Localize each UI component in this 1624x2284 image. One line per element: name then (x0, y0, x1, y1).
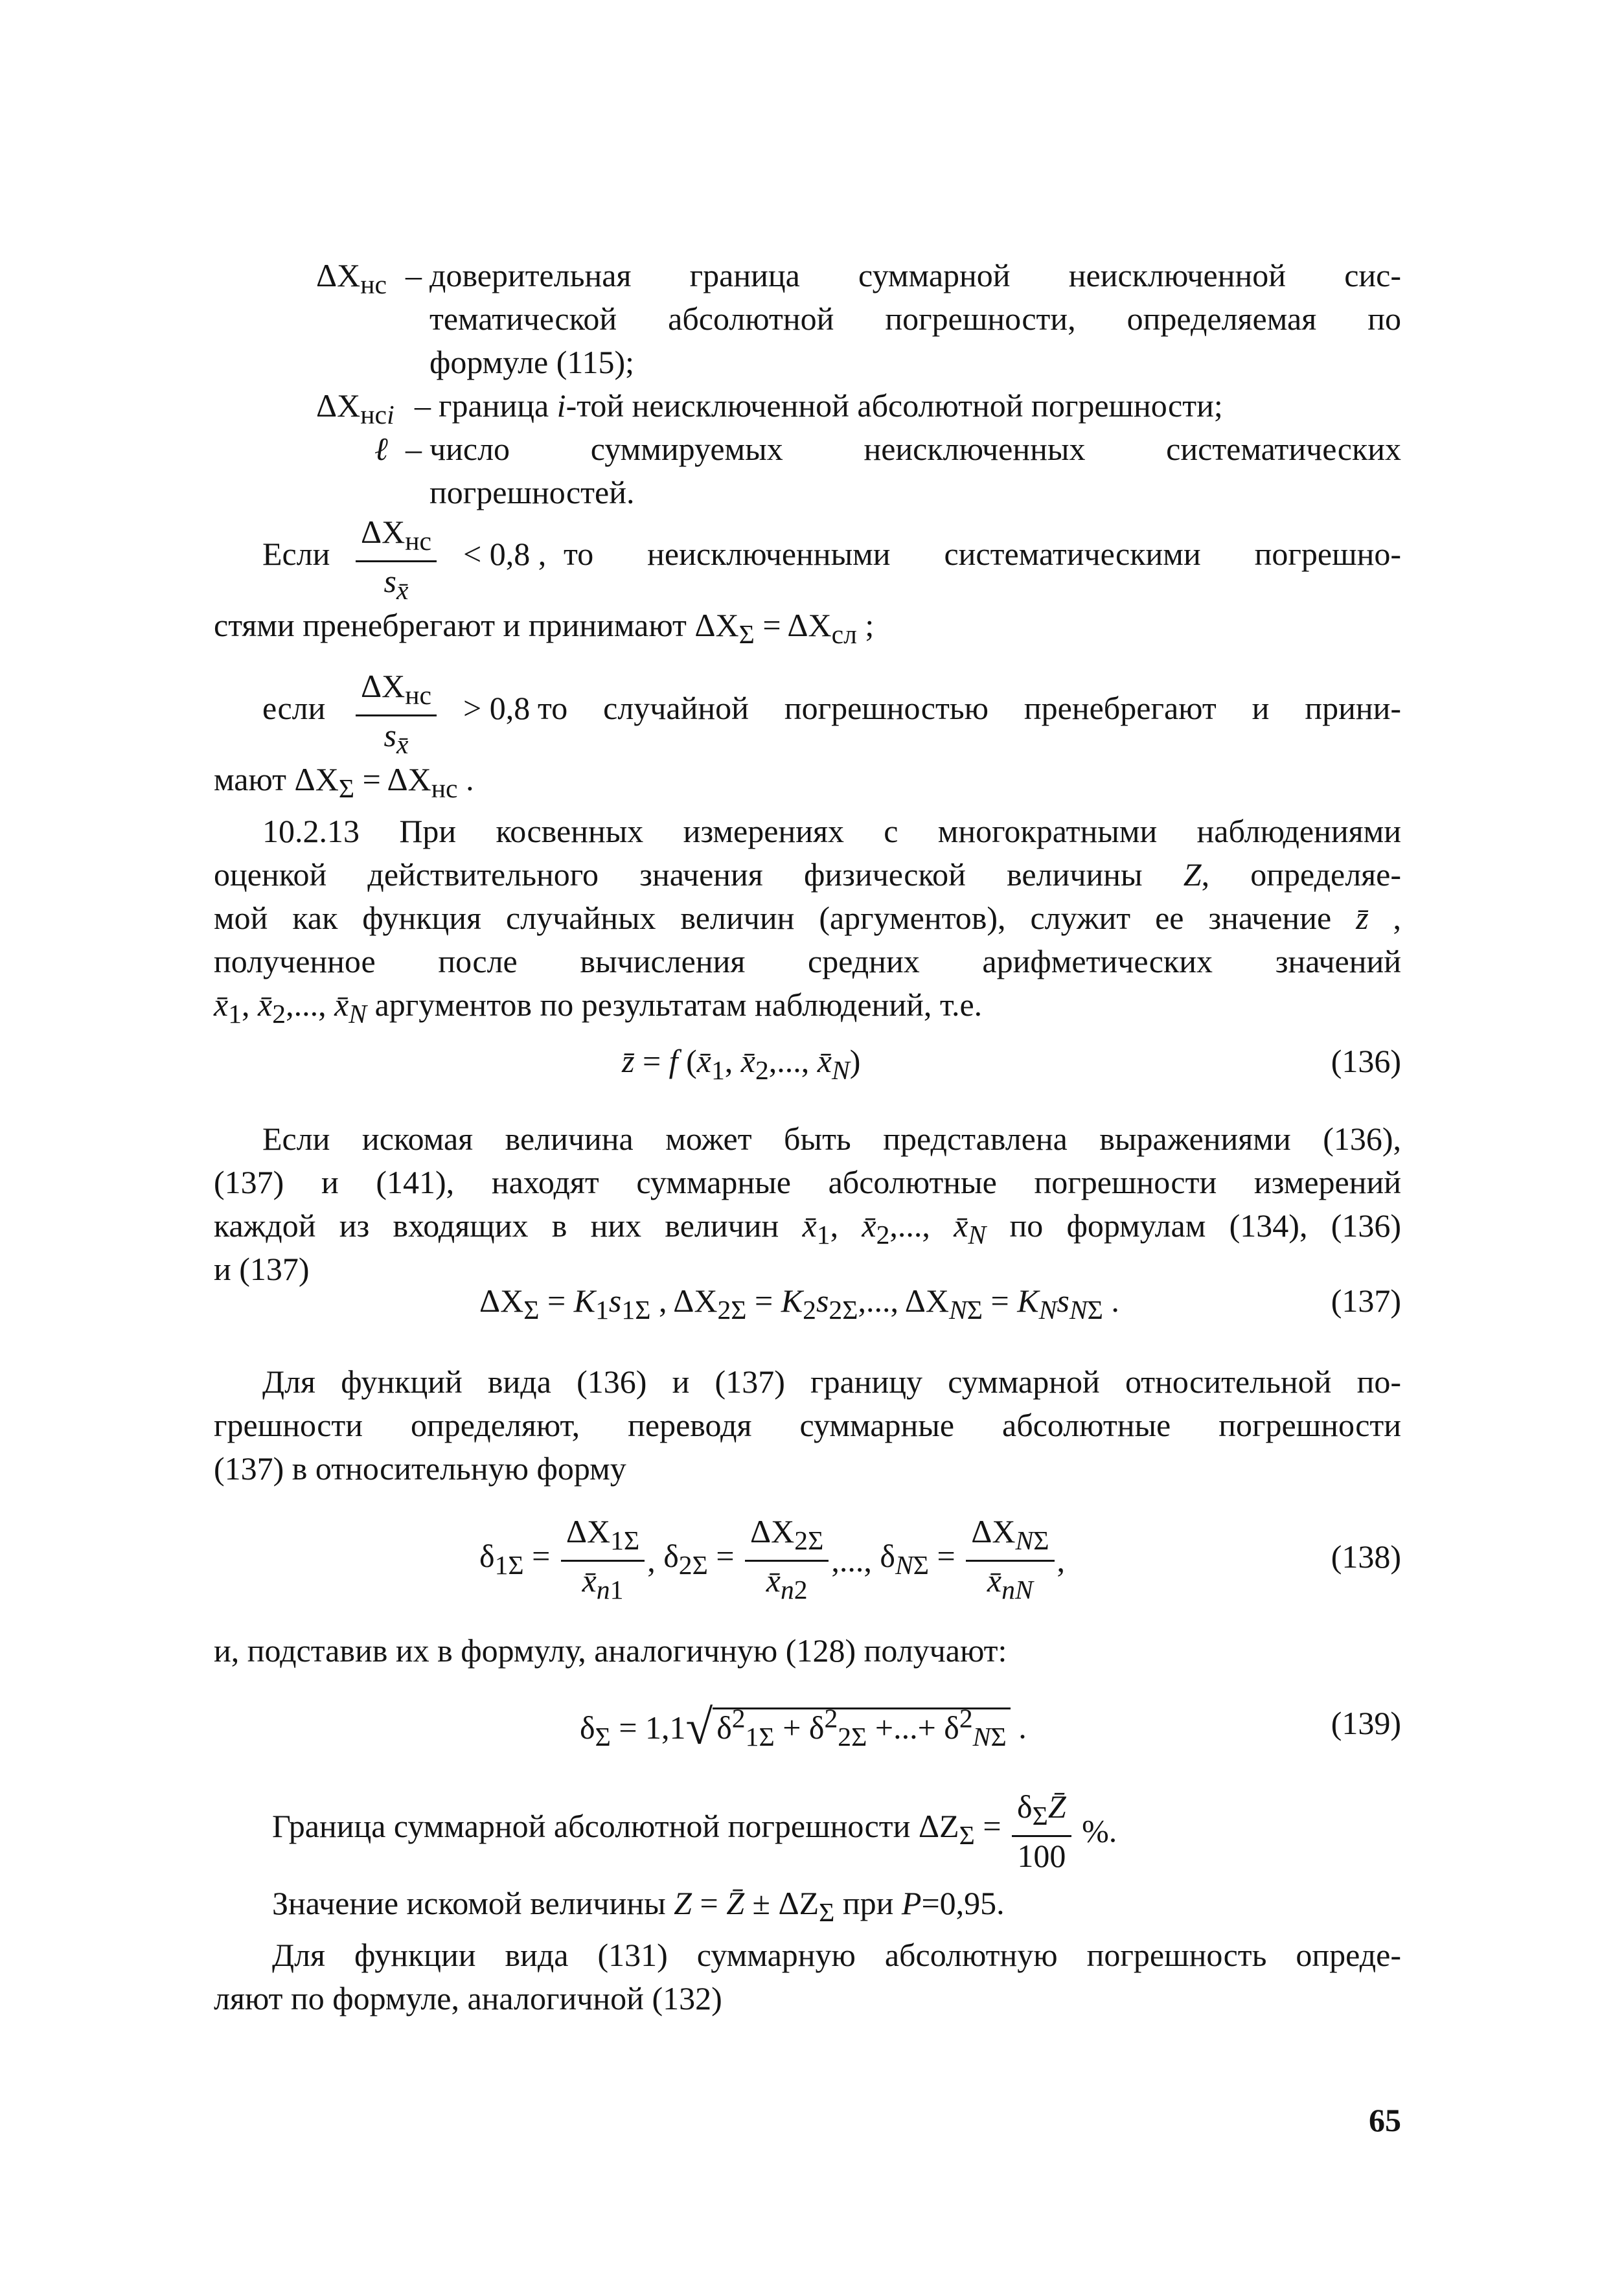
equation-137-body: $\Delta X_\Sigma = K_1s_{1\Sigma}$ , $\Delta X_{2\Sigma} = K_2s_{2\Sigma}$,..., $\Delta X_{N\Sigma} = K_Ns_{N\Sigma}$ . (479, 1283, 1119, 1325)
definition-2-dash: – (415, 387, 431, 424)
paragraph-sought-value (214, 1117, 1401, 1291)
condition-1 (214, 513, 1401, 650)
equation-137-number: (137) (1331, 1283, 1401, 1319)
paragraph-line: и (137) (214, 1251, 310, 1287)
equation-138-term-2-lhs: $\delta_{2\Sigma}$ = (663, 1537, 735, 1581)
condition-2-fraction (356, 667, 437, 764)
condition-1-line-1 (214, 513, 1401, 606)
paragraph-absolute-bound (214, 1788, 1401, 1874)
paragraph-line: оценкой действительного значения физической величины Z, определяе- (214, 856, 1402, 893)
equation-138-term-3-numerator: $\Delta X_{N\Sigma}$ (966, 1513, 1054, 1562)
paragraph-line: каждой из входящих в них величин $x̄_1$, $x̄_2$,..., $x̄_N$ по формулам (134), (136) (214, 1207, 1402, 1250)
equation-138-term-1-lhs: $\delta_{1\Sigma}$ = (479, 1537, 551, 1581)
equation-139-body (580, 1697, 1027, 1759)
definition-3-line-2 (316, 471, 1401, 514)
condition-2 (214, 667, 1401, 804)
bound-denominator: 100 (1017, 1838, 1066, 1874)
condition-2-relation: > 0,8 (463, 690, 531, 726)
paragraph-sought-result: Значение искомой величины Z = Z̄ ± $\Delta Z_\Sigma$ при P=0,95. (272, 1885, 1005, 1928)
paragraph-line: полученное после вычисления средних арифметических значений (214, 943, 1401, 979)
equation-138-term-1-fraction (561, 1513, 645, 1609)
definition-2-text-1: граница i-той неисключенной абсолютной погрешности; (439, 387, 1223, 424)
equation-136 (214, 1040, 1401, 1086)
paragraph-line: (137) в относительную форму (214, 1450, 626, 1487)
condition-1-line-2: стями пренебрегают и принимают $\Delta X_\Sigma = \Delta X_{сл}$ ; (214, 607, 875, 650)
equation-138-term-1-sep: , (647, 1542, 656, 1579)
definition-3-line-1 (316, 428, 1401, 471)
condition-1-lead: Если (262, 536, 330, 572)
condition-2-line-2: мают $\Delta X_\Sigma = \Delta X_{нс}$ . (214, 761, 474, 804)
condition-1-denominator: $s_{x̄}$ (383, 563, 409, 606)
condition-1-fraction (356, 513, 437, 610)
condition-1-relation: < 0,8 , (463, 536, 547, 572)
definition-1-text-1: доверительная граница суммарной неисключенной сис- (429, 257, 1401, 293)
paragraph-line: 10.2.13 При косвенных измерениях с многократными наблюдениями (262, 813, 1401, 849)
equation-138 (214, 1513, 1401, 1603)
definition-2-line-1 (316, 384, 1401, 428)
paragraph-line: ляют по формуле, аналогичной (132) (214, 1980, 722, 2016)
definition-1-line-2 (316, 297, 1401, 341)
equation-136-number: (136) (1331, 1043, 1401, 1079)
page-number: 65 (1369, 2102, 1401, 2138)
paragraph-line: Для функций вида (136) и (137) границу суммарной относительной по- (262, 1364, 1401, 1400)
definitions-list (316, 254, 1401, 514)
equation-139-radicand: $\delta^2_{1\Sigma} + \delta^2_{2\Sigma}$ +...+ $\delta^2_{N\Sigma}$ (713, 1707, 1010, 1746)
equation-137 (214, 1279, 1401, 1323)
equation-138-term-3-lhs: $\delta_{N\Sigma}$ = (880, 1537, 955, 1581)
radical-sign-icon: √ (685, 1700, 713, 1755)
definition-1-term: $\Delta X_{нс}$ (316, 257, 387, 300)
paragraph-line: Для функции вида (131) суммарную абсолютную погрешность опреде- (272, 1937, 1401, 1973)
condition-2-numerator: $\Delta X_{нс}$ (356, 667, 437, 716)
equation-139-lhs: $\delta_\Sigma = 1,1$ (580, 1709, 686, 1752)
equation-138-body (479, 1513, 1065, 1609)
paragraph-line: мой как функция случайных величин (аргументов), служит ее значение z̄ , (214, 900, 1402, 936)
paragraph-line: $x̄_1$, $x̄_2$,..., $x̄_N$ аргументов по результатам наблюдений, т.е. (214, 987, 983, 1029)
definition-1-line-3 (316, 341, 1401, 384)
paragraph-substitution: и, подставив их в формулу, аналогичную (128) получают: (214, 1632, 1007, 1669)
condition-2-tail: то случайной погрешностью пренебрегают и прини- (538, 690, 1401, 726)
definition-3-text-1: число суммируемых неисключенных систематических (429, 431, 1401, 467)
paragraph-function-131 (214, 1934, 1401, 2020)
paragraph-function-types (214, 1360, 1401, 1490)
equation-138-term-2-numerator: $\Delta X_{2\Sigma}$ (745, 1513, 829, 1562)
bound-numerator: $\delta_\Sigma Z̄$ (1012, 1788, 1071, 1837)
definition-1-dash: – (406, 257, 422, 293)
equation-138-term-2-fraction (745, 1513, 829, 1609)
definition-2-term: $\Delta X_{нсi}$ (316, 387, 395, 430)
paragraph-line: Если искомая величина может быть представлена выражениями (136), (262, 1121, 1401, 1157)
equation-138-term-3-sep: , (1057, 1542, 1065, 1579)
equation-138-number: (138) (1331, 1538, 1401, 1575)
definition-1-text-2: тематической абсолютной погрешности, определяемая по (429, 301, 1401, 337)
equation-138-term-3-denominator: $x̄_{nN}$ (987, 1562, 1033, 1605)
equation-139-number: (139) (1331, 1705, 1401, 1741)
definition-3-term: ℓ (374, 431, 388, 467)
bound-fraction (1012, 1788, 1071, 1875)
equation-138-term-2-sep: ,..., (831, 1542, 872, 1579)
equation-139-end: . (1018, 1709, 1027, 1746)
condition-1-tail: то неисключенными систематическими погрешно- (564, 536, 1401, 572)
definition-1-line-1 (316, 254, 1401, 300)
definition-1-text-3: формуле (115); (429, 344, 635, 380)
paragraph-line: грешности определяют, переводя суммарные абсолютные погрешности (214, 1407, 1401, 1443)
condition-2-line-1 (214, 667, 1401, 760)
equation-139 (214, 1694, 1401, 1755)
condition-2-lead: если (262, 690, 326, 726)
definition-3-text-2: погрешностей. (429, 474, 635, 510)
bound-text: Граница суммарной абсолютной погрешности $\Delta Z_\Sigma$ = (272, 1808, 1001, 1851)
paragraph-line: (137) и (141), находят суммарные абсолютные погрешности измерений (214, 1164, 1401, 1200)
condition-2-denominator: $s_{x̄}$ (383, 717, 409, 760)
bound-unit: %. (1082, 1812, 1117, 1849)
equation-138-term-1-denominator: $x̄_{n1}$ (582, 1562, 624, 1605)
paragraph-10-2-13 (214, 810, 1401, 1027)
condition-1-numerator: $\Delta X_{нс}$ (356, 513, 437, 562)
equation-138-term-1-numerator: $\Delta X_{1\Sigma}$ (561, 1513, 645, 1562)
equation-136-body: z̄ = f ($x̄_1$, $x̄_2$,..., $x̄_N$) (622, 1043, 861, 1086)
equation-138-term-3-fraction (966, 1513, 1054, 1609)
definition-3-dash: – (406, 431, 422, 467)
equation-138-term-2-denominator: $x̄_{n2}$ (766, 1562, 808, 1605)
